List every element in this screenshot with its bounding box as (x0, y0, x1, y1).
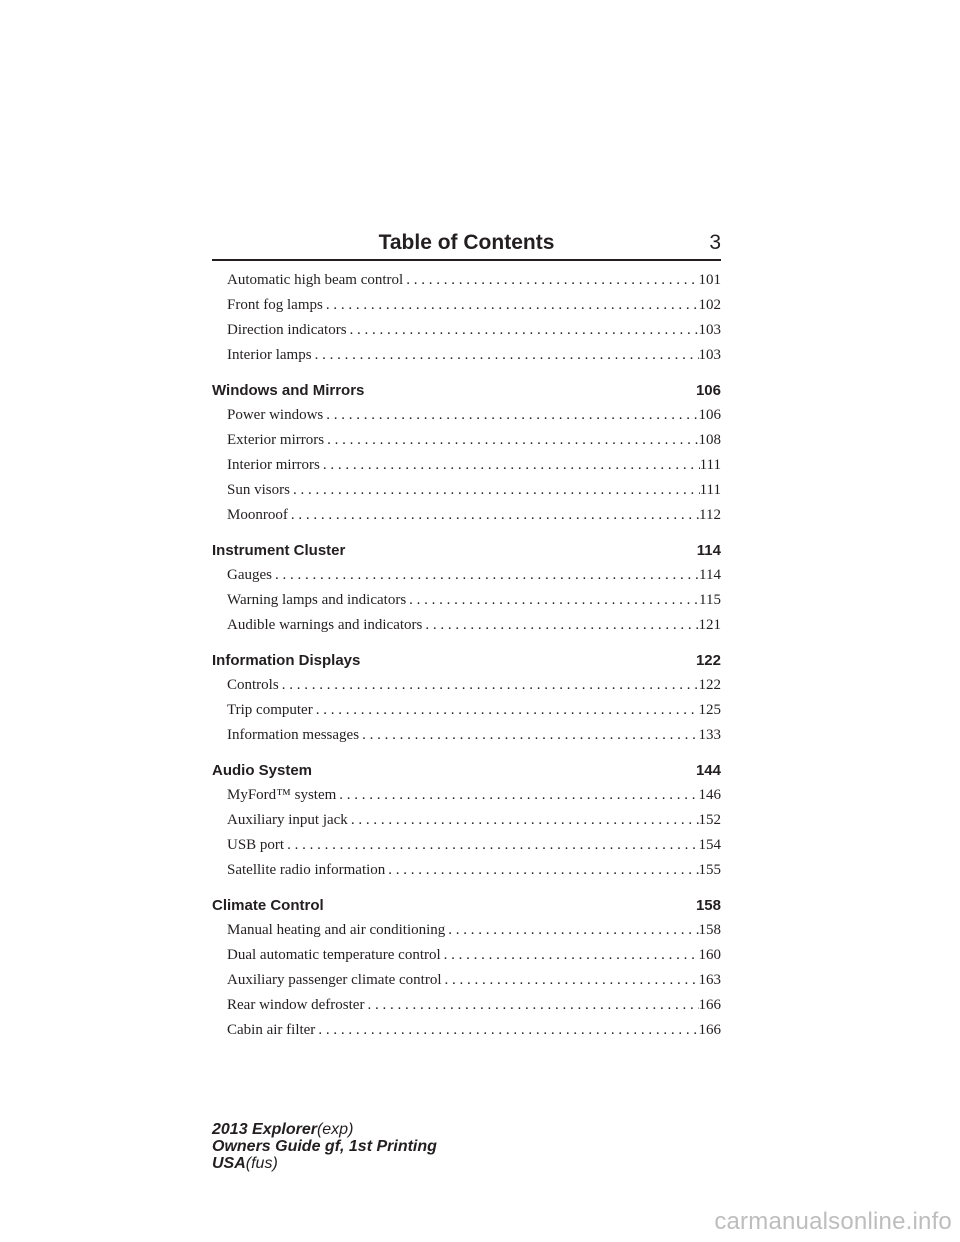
toc-entry[interactable] (212, 478, 721, 503)
toc-entry[interactable] (212, 968, 721, 993)
toc-entry[interactable] (212, 723, 721, 748)
toc-entry[interactable] (212, 403, 721, 428)
toc-entry-page: 166 (698, 1022, 721, 1038)
toc-entry-page: 103 (698, 347, 721, 363)
toc-dot-leader (364, 993, 698, 1018)
toc-entry-page: 111 (699, 457, 721, 473)
toc-dot-leader (359, 723, 698, 748)
page-header (212, 228, 721, 261)
toc-entry-label: Satellite radio information (227, 862, 386, 878)
toc-entry-page: 158 (698, 922, 721, 938)
toc-section-page: 114 (696, 542, 721, 559)
toc-entry[interactable] (212, 613, 721, 638)
toc-section-heading[interactable] (212, 538, 721, 563)
toc-entry-label: Rear window defroster (227, 997, 365, 1013)
toc-section-heading[interactable] (212, 378, 721, 403)
toc-dot-leader (336, 783, 698, 808)
toc-entry-page: 106 (698, 407, 721, 423)
toc-entry-page: 111 (699, 482, 721, 498)
toc-dot-leader (348, 808, 699, 833)
toc-entry[interactable] (212, 993, 721, 1018)
toc-dot-leader (290, 478, 700, 503)
toc-section-page: 106 (695, 382, 721, 399)
toc-entry[interactable] (212, 918, 721, 943)
toc-entry-page: 108 (698, 432, 721, 448)
toc-entry[interactable] (212, 1018, 721, 1043)
toc-section-heading[interactable] (212, 758, 721, 783)
toc-entry-page: 115 (699, 592, 721, 608)
table-of-contents (212, 268, 721, 1043)
toc-dot-leader (284, 833, 698, 858)
watermark: carmanualsonline.info (714, 1208, 952, 1235)
toc-entry[interactable] (212, 943, 721, 968)
toc-dot-leader (385, 858, 698, 883)
toc-entry[interactable] (212, 833, 721, 858)
toc-entry[interactable] (212, 453, 721, 478)
toc-dot-leader (279, 673, 699, 698)
toc-entry-page: 122 (698, 677, 721, 693)
toc-entry[interactable] (212, 293, 721, 318)
toc-section-label: Information Displays (212, 652, 361, 669)
toc-entry-page: 166 (698, 997, 721, 1013)
footer-edition: Owners Guide gf, 1st Printing (212, 1138, 437, 1155)
toc-entry-label: Auxiliary passenger climate control (227, 972, 442, 988)
toc-entry-page: 154 (698, 837, 721, 853)
toc-entry-page: 133 (698, 727, 721, 743)
toc-entry-label: USB port (227, 837, 285, 853)
toc-section-label: Windows and Mirrors (212, 382, 365, 399)
toc-entry-page: 101 (698, 272, 721, 288)
toc-dot-leader (272, 563, 699, 588)
footer-market: USA (212, 1155, 246, 1172)
toc-entry-label: Automatic high beam control (227, 272, 404, 288)
toc-dot-leader (441, 943, 699, 968)
toc-dot-leader (442, 968, 699, 993)
toc-entry[interactable] (212, 318, 721, 343)
toc-entry-label: Cabin air filter (227, 1022, 316, 1038)
toc-section-heading[interactable] (212, 893, 721, 918)
toc-dot-leader (406, 588, 699, 613)
toc-dot-leader (288, 503, 699, 528)
toc-entry-label: Front fog lamps (227, 297, 323, 313)
toc-entry[interactable] (212, 783, 721, 808)
toc-entry-label: Dual automatic temperature control (227, 947, 441, 963)
toc-entry-label: Direction indicators (227, 322, 347, 338)
toc-dot-leader (403, 268, 698, 293)
document-footer (212, 1121, 437, 1172)
toc-section-page: 122 (695, 652, 721, 669)
toc-section-label: Instrument Cluster (212, 542, 346, 559)
toc-section-label: Audio System (212, 762, 313, 779)
toc-dot-leader (323, 293, 699, 318)
toc-entry-page: 152 (698, 812, 721, 828)
toc-dot-leader (445, 918, 698, 943)
toc-dot-leader (315, 1018, 698, 1043)
toc-entry-page: 155 (698, 862, 721, 878)
toc-entry[interactable] (212, 588, 721, 613)
toc-entry-label: Audible warnings and indicators (227, 617, 423, 633)
toc-entry[interactable] (212, 673, 721, 698)
toc-entry-label: Manual heating and air conditioning (227, 922, 446, 938)
toc-entry-label: Sun visors (227, 482, 290, 498)
toc-section-label: Climate Control (212, 897, 324, 914)
footer-model: 2013 Explorer (212, 1121, 317, 1138)
toc-dot-leader (320, 453, 700, 478)
toc-entry-label: Power windows (227, 407, 324, 423)
toc-dot-leader (347, 318, 699, 343)
toc-entry-label: Warning lamps and indicators (227, 592, 407, 608)
toc-entry-page: 103 (698, 322, 721, 338)
footer-model-code: (exp) (316, 1121, 354, 1138)
toc-entry-label: Auxiliary input jack (227, 812, 348, 828)
toc-entry-page: 102 (698, 297, 721, 313)
toc-entry-label: Interior lamps (227, 347, 312, 363)
toc-entry-label: Controls (227, 677, 279, 693)
toc-entry-label: Information messages (227, 727, 360, 743)
toc-dot-leader (313, 698, 699, 723)
page-title: Table of Contents (378, 231, 555, 254)
toc-entry[interactable] (212, 858, 721, 883)
toc-entry-label: Trip computer (227, 702, 313, 718)
toc-section-page: 158 (695, 897, 721, 914)
toc-entry-page: 112 (699, 507, 721, 523)
toc-entry-page: 114 (699, 567, 721, 583)
toc-dot-leader (422, 613, 698, 638)
toc-entry[interactable] (212, 343, 721, 368)
toc-entry-label: Moonroof (227, 507, 288, 523)
footer-line-model (212, 1121, 437, 1138)
toc-entry-page: 125 (698, 702, 721, 718)
toc-entry-label: Gauges (227, 567, 272, 583)
toc-entry-page: 121 (698, 617, 721, 633)
toc-entry[interactable] (212, 698, 721, 723)
toc-section-heading[interactable] (212, 648, 721, 673)
toc-entry-page: 163 (698, 972, 721, 988)
page-number: 3 (709, 231, 721, 254)
toc-dot-leader (324, 428, 698, 453)
toc-entry-page: 146 (698, 787, 721, 803)
footer-line-market (212, 1155, 437, 1172)
toc-section-page: 144 (695, 762, 721, 779)
toc-entry-label: Exterior mirrors (227, 432, 325, 448)
toc-entry[interactable] (212, 268, 721, 293)
toc-entry[interactable] (212, 428, 721, 453)
toc-dot-leader (312, 343, 699, 368)
toc-entry[interactable] (212, 563, 721, 588)
toc-entry[interactable] (212, 503, 721, 528)
toc-entry[interactable] (212, 808, 721, 833)
toc-entry-page: 160 (698, 947, 721, 963)
footer-market-code: (fus) (245, 1155, 278, 1172)
toc-dot-leader (323, 403, 698, 428)
toc-entry-label: MyFord™ system (227, 787, 337, 803)
toc-entry-label: Interior mirrors (227, 457, 320, 473)
